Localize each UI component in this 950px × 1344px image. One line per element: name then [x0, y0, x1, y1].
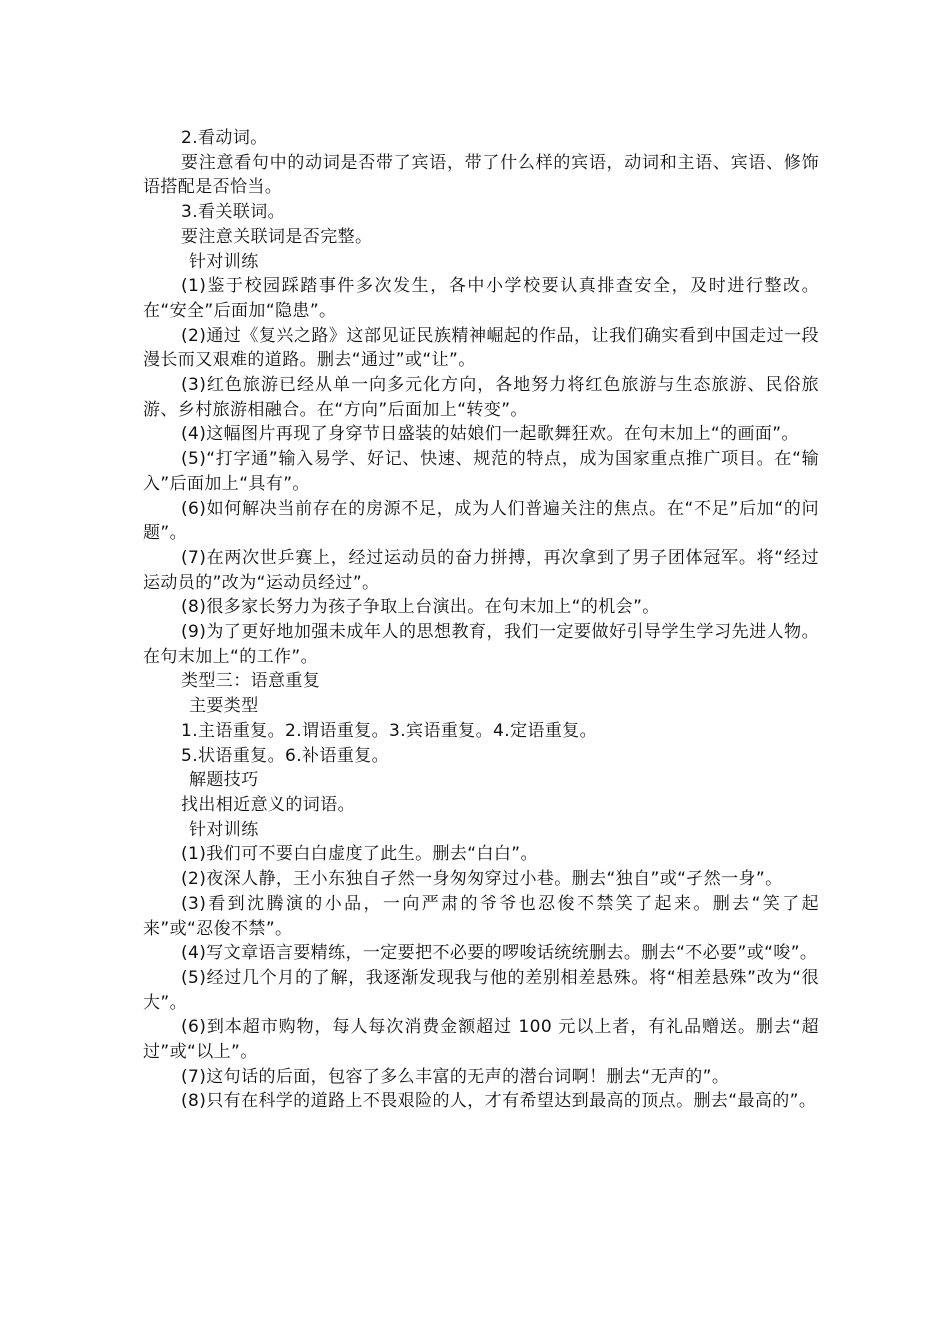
paragraph: 要注意关联词是否完整。	[181, 226, 373, 247]
paragraph: (1)我们可不要白白虚度了此生。删去“白白”。	[181, 844, 538, 865]
paragraph: 3.看关联词。	[181, 202, 286, 223]
section-subheading: 针对训练	[189, 819, 259, 840]
paragraph: (5)“打字通”输入易学、好记、快速、规范的特点，成为国家重点推广项目。在“输入”后面加上“具有”。	[143, 449, 819, 494]
paragraph: 要注意看句中的动词是否带了宾语，带了什么样的宾语，动词和主语、宾语、修饰语搭配是否恰当。	[143, 152, 819, 198]
paragraph: (6)到本超市购物，每人每次消费金额超过 100 元以上者，有礼品赠送。删去“超过”或“以上”。	[143, 1017, 819, 1063]
paragraph: 2.看动词。	[181, 128, 268, 148]
paragraph: (7)这句话的后面，包容了多么丰富的无声的潜台词啊！删去“无声的”。	[181, 1066, 730, 1087]
paragraph: (7)在两次世乒赛上，经过运动员的奋力拼搏，再次拿到了男子团体冠军。将“经过运动员的”改为“运动员经过”。	[143, 547, 819, 593]
paragraph: (9)为了更好地加强未成年人的思想教育，我们一定要做好引导学生学习先进人物。在句末加上“的工作”。	[143, 622, 819, 667]
paragraph: 5.状语重复。6.补语重复。	[181, 745, 390, 766]
paragraph: (2)通过《复兴之路》这部见证民族精神崛起的作品，让我们确实看到中国走过一段漫长而又艰难的道路。删去“通过”或“让”。	[143, 325, 819, 371]
paragraph: (8)只有在科学的道路上不畏艰险的人，才有希望达到最高的顶点。删去“最高的”。	[181, 1091, 817, 1112]
document-body	[143, 126, 819, 1114]
section-subheading: 解题技巧	[189, 770, 259, 791]
paragraph: (4)写文章语言要精练，一定要把不必要的啰唆话统统删去。删去“不必要”或“唆”。	[181, 943, 818, 964]
paragraph: (2)夜深人静，王小东独自孑然一身匆匆穿过小巷。删去“独自”或“孑然一身”。	[181, 869, 783, 890]
paragraph: 找出相近意义的词语。	[181, 794, 355, 815]
paragraph: (6)如何解决当前存在的房源不足，成为人们普遍关注的焦点。在“不足”后加“的问题”。	[143, 498, 819, 544]
paragraph: (1)鉴于校园踩踏事件多次发生，各中小学校要认真排查安全，及时进行整改。在“安全”后面加“隐患”。	[143, 276, 819, 321]
paragraph: 类型三：语意重复	[181, 671, 321, 692]
paragraph: (5)经过几个月的了解，我逐渐发现我与他的差别相差悬殊。将“相差悬殊”改为“很大”。	[143, 967, 819, 1013]
paragraph: (4)这幅图片再现了身穿节日盛装的姑娘们一起歌舞狂欢。在句末加上“的画面”。	[181, 424, 799, 445]
paragraph: (3)红色旅游已经从单一向多元化方向，各地努力将红色旅游与生态旅游、民俗旅游、乡村旅游相融合。在“方向”后面加上“转变”。	[143, 375, 819, 420]
section-subheading: 主要类型	[189, 696, 259, 717]
paragraph: (8)很多家长努力为孩子争取上台演出。在句末加上“的机会”。	[181, 597, 660, 618]
paragraph: 1.主语重复。2.谓语重复。3.宾语重复。4.定语重复。	[181, 720, 598, 741]
paragraph: (3)看到沈腾演的小品，一向严肃的爷爷也忍俊不禁笑了起来。删去“笑了起来”或“忍俊不禁”。	[143, 893, 819, 939]
section-subheading: 针对训练	[189, 251, 259, 272]
